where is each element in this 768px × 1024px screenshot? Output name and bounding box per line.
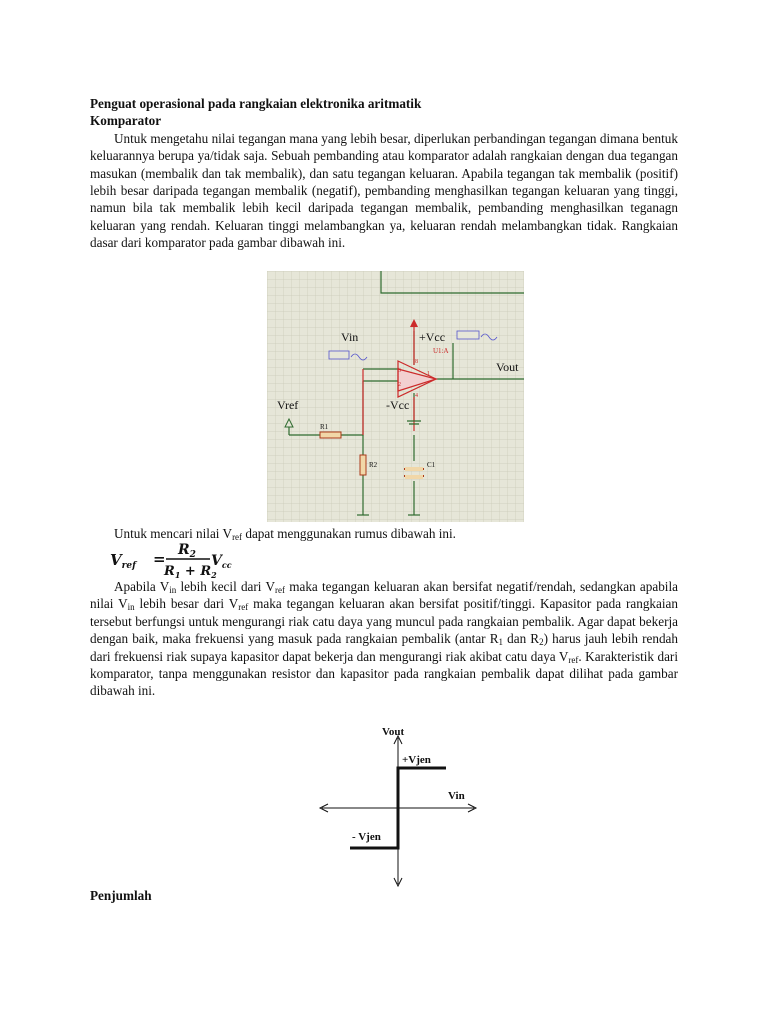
pin-output: 1 [427,371,430,377]
comparator-transfer-characteristic [318,724,478,888]
label-vcc-neg: -Vcc [386,398,410,412]
svg-text:=: = [153,550,166,568]
svg-text:R2: $R_2$ [178,542,196,560]
comparator-circuit-figure [267,271,524,522]
svg-text:R1 + R2: $R_1 + R_2$ [164,564,217,580]
section-heading-komparator: Komparator [90,113,162,129]
pin-noninverting: 2 [398,382,401,388]
label-neg-vjen: - Vjen [352,831,381,843]
pin-inverting: 3 [398,368,401,374]
section-heading-penjumlah: Penjumlah [90,888,152,903]
axis-label-vout: Vout [382,726,405,738]
label-vcc-pos: +Vcc [419,330,446,344]
label-vref: Vref [277,398,299,412]
label-vout: Vout [496,360,519,374]
resistor-r1 [320,432,341,438]
label-vin: Vin [341,330,359,344]
label-pos-vjen: +Vjen [402,754,431,766]
document-body [90,95,678,252]
label-u1: U1:A [433,347,449,355]
vref-formula [108,540,268,580]
svg-text:Vcc: $V_{cc}$ [211,553,232,570]
label-c1: C1 [427,461,436,469]
paragraph-explanation: Apabila $V_{in}$ lebih kecil dari $V_{ref}$ maka tegangan keluaran akan bersifat negatif/rendah, sedangkan apabila nilai $V_{in}$ lebih besar dari $V_{ref}$ maka tegangan keluaran akan bersifat positif/tinggi. Kapasitor pada rangkaian tersebut berfungsi untuk mengurangi riak catu daya yang muncul pada rangkaian pembalik. Agar dapat bekerja dengan baik, maka frekuensi yang masuk pada rangkaian pembalik (antar $R_1$ dan $R_2$) harus jauh lebih rendah dari frekuensi riak supaya kapasitor dapat bekerja dan mengurangi riak akibat catu daya $V_{ref}$. Karakteristik dari komparator, tanpa menggunakan resistor dan kapasitor pada rangkaian pembalik dapat dilihat pada gambar dibawah ini. [90,579,678,699]
formula-caption: Untuk mencari nilai $V_{ref}$ dapat menggunakan rumus dibawah ini. [114,526,456,542]
pin-vneg: 4 [415,393,418,399]
label-r1: R1 [320,423,329,431]
svg-text:Vref: $V_{ref}$ [110,551,136,571]
paragraph-intro: Untuk mengetahu nilai tegangan mana yang lebih besar, diperlukan perbandingan tegangan dimana bentuk keluarannya berupa ya/tidak saja. Sebuah pembanding atau komparator adalah rangkaian dengan dua tegangan masukan (membalik dan tak membalik), dan satu tegangan keluaran. Apabila tegangan tak membalik (positif) lebih besar daripada tegangan membalik (negatif), pembanding menghasilkan tegangan keluaran yang tinggi, namun bila tak membalik lebih kecil daripada tegangan membalik, pembanding menghasilkan teganagn keluaran yang rendah. Keluaran tinggi melambangkan ya, keluaran rendah melambangkan tidak. Rangkaian dasar dari komparator pada gambar dibawah ini. [90,130,678,251]
pin-vpos: 8 [415,359,418,365]
document-title: Penguat operasional pada rangkaian elektronika aritmatik [90,96,422,111]
axis-label-vin: Vin [448,790,465,802]
label-r2: R2 [369,461,378,469]
resistor-r2 [360,455,366,475]
